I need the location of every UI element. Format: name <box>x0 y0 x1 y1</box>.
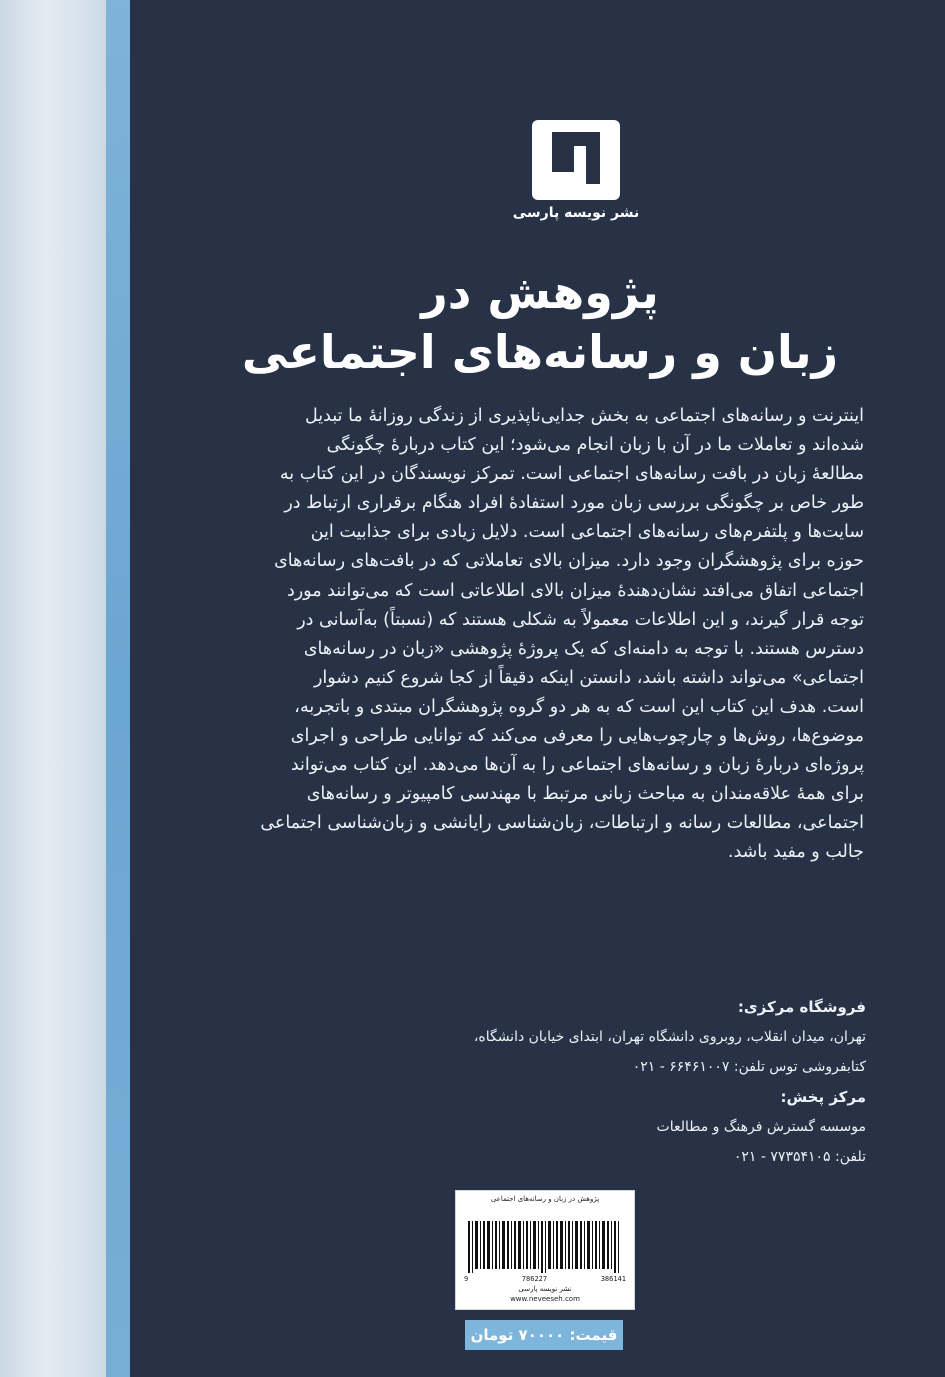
back-cover <box>130 0 945 1377</box>
description-line: موضوع‌ها، روش‌ها و چارچوب‌هایی را معرفی می‌کند که توانایی طراحی و اجرای <box>290 726 864 747</box>
publisher-name: نشر نویسه پارسی <box>512 205 640 221</box>
barcode-title: پژوهش در زبان و رسانه‌های اجتماعی <box>490 1195 600 1203</box>
description-line: برای همهٔ علاقه‌مندان به مباحث زبانی مرتبط با مهندسی کامپیوتر و رسانه‌های <box>306 784 864 805</box>
description-line: اجتماعی، مطالعات رسانه و ارتباطات، زبان‌شناسی رایانشی و زبان‌شناسی اجتماعی <box>260 813 864 834</box>
description-line: شده‌اند و تعاملات ما در آن با زبان انجام می‌شود؛ این کتاب دربارهٔ چگونگی <box>326 435 864 456</box>
description-line: جالب و مفید باشد. <box>727 842 864 863</box>
description-line: است. هدف این کتاب این است که به هر دو گروه پژوهشگران مبتدی و باتجربه، <box>294 696 864 717</box>
book-title <box>190 262 890 382</box>
barcode-icon <box>468 1221 622 1273</box>
description-line: حوزه برای پژوهشگران وجود دارد. میزان بالای تعاملاتی که در بافت‌های رسانه‌های <box>274 551 864 572</box>
description-line: دسترس هستند. با توجه به دامنه‌ای که یک پروژهٔ پژوهشی «زبان در رسانه‌های <box>303 638 864 659</box>
barcode-publisher: نشر نویسه پارسی <box>518 1285 572 1293</box>
distribution-name: موسسه گسترش فرهنگ و مطالعات <box>656 1119 866 1135</box>
store-phone: کتابفروشی توس تلفن: ۶۶۴۶۱۰۰۷ - ۰۲۱ <box>632 1059 866 1075</box>
store-heading: فروشگاه مرکزی: <box>737 998 866 1016</box>
contact-info <box>270 992 866 1172</box>
title-line-1: پژوهش در <box>421 265 659 319</box>
barcode-digits-left: 9 <box>464 1275 469 1283</box>
publisher-logo-icon <box>530 118 622 202</box>
description-line: پروژه‌ای دربارهٔ زبان و رسانه‌های اجتماعی را به آن‌ها می‌دهد. این کتاب می‌تواند <box>290 755 864 776</box>
barcode-digits-mid: 786227 <box>521 1275 548 1283</box>
price-tag: قیمت: ۷۰۰۰۰ تومان <box>465 1320 623 1350</box>
barcode-digits-right: 386141 <box>600 1275 626 1283</box>
barcode-label <box>455 1190 635 1310</box>
description-line: توجه قرار گیرند، و این اطلاعات معمولاً به شکلی هستند که (نسبتاً) به‌آسانی در <box>297 609 864 630</box>
barcode-website: www.neveeseh.com <box>510 1295 580 1303</box>
description-line: سایت‌ها و پلتفرم‌های رسانه‌های اجتماعی است. دلایل زیادی برای جذابیت این <box>310 522 864 543</box>
book-description <box>210 402 864 868</box>
spine-accent-strip <box>106 0 130 1377</box>
description-line: مطالعهٔ زبان در بافت رسانه‌های اجتماعی است. تمرکز نویسندگان در این کتاب به <box>279 464 864 485</box>
title-line-2: زبان و رسانه‌های اجتماعی <box>241 325 839 379</box>
description-line: طور خاص بر چگونگی بررسی زبان مورد استفادهٔ افراد هنگام برقراری ارتباط در <box>284 493 864 514</box>
barcode-digits <box>464 1275 626 1283</box>
description-line: اجتماعی» می‌تواند داشته باشد، دانستن اینکه دقیقاً از کجا شروع کنیم دشوار <box>313 667 864 688</box>
description-line: اینترنت و رسانه‌های اجتماعی به بخش جدایی‌ناپذیری از زندگی روزانهٔ ما تبدیل <box>305 406 864 426</box>
description-line: اجتماعی اتفاق می‌افتد نشان‌دهندهٔ میزان بالای اطلاعاتی است که می‌توانند مورد <box>286 580 864 601</box>
distribution-heading: مرکز پخش: <box>780 1088 866 1106</box>
distribution-phone: تلفن: ۷۷۳۵۴۱۰۵ - ۰۲۱ <box>733 1149 866 1165</box>
store-address: تهران، میدان انقلاب، روبروی دانشگاه تهران، ابتدای خیابان دانشگاه، <box>473 1029 866 1045</box>
